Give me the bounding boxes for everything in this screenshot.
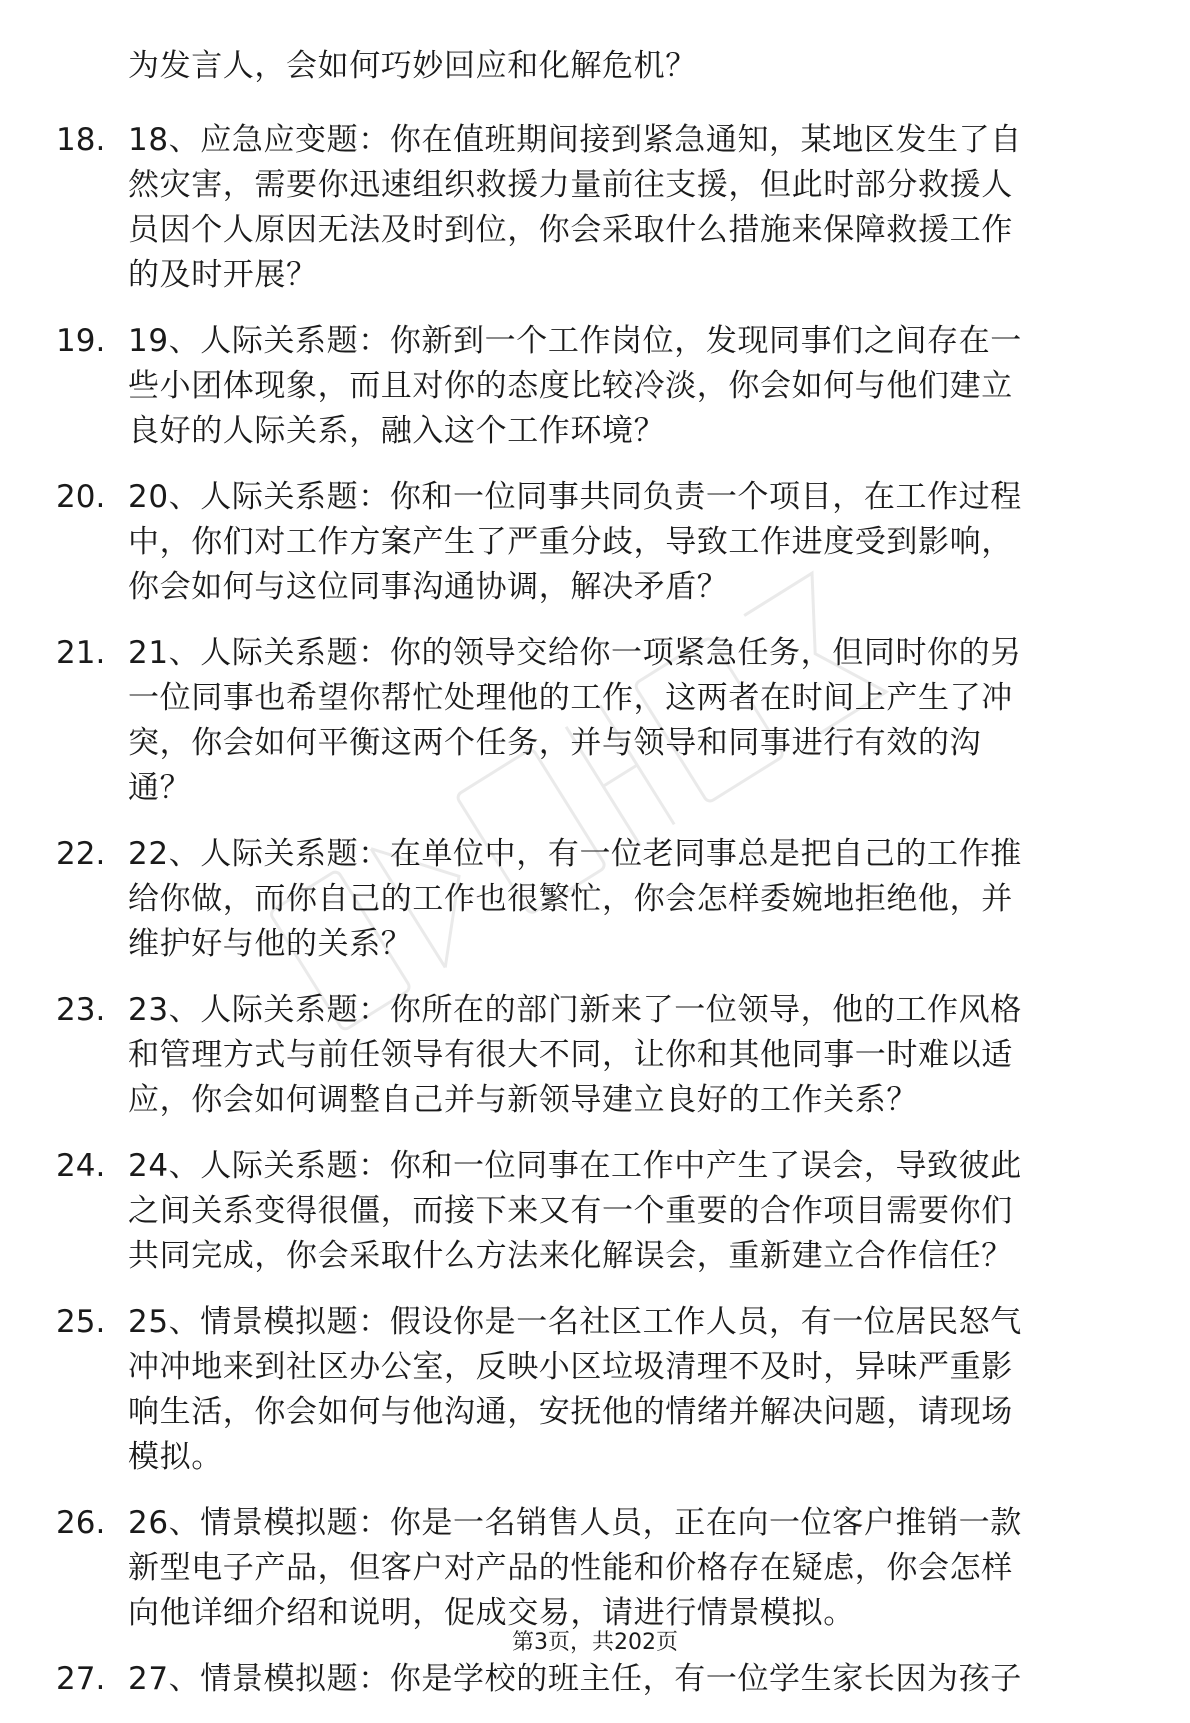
list-item-number: 18. (56, 122, 106, 158)
list-item (0, 631, 1190, 811)
list-item-number: 19. (56, 323, 106, 359)
list-item-line: 22、人际关系题：在单位中，有一位老同事总是把自己的工作推 (128, 836, 1022, 872)
list-item-line: 共同完成，你会采取什么方法来化解误会，重新建立合作信任？ (128, 1238, 1013, 1274)
list-item-number: 21. (56, 635, 106, 671)
list-item-line: 21、人际关系题：你的领导交给你一项紧急任务，但同时你的另 (128, 635, 1022, 671)
list-item-line: 给你做，而你自己的工作也很繁忙，你会怎样委婉地拒绝他，并 (128, 881, 1013, 917)
list-item-line: 一位同事也希望你帮忙处理他的工作，这两者在时间上产生了冲 (128, 680, 1013, 716)
list-item-line: 通？ (128, 770, 192, 806)
list-item (0, 1501, 1190, 1636)
list-item-line: 维护好与他的关系？ (128, 926, 413, 962)
list-item-number: 23. (56, 992, 106, 1028)
list-item-number: 24. (56, 1148, 106, 1184)
list-item (0, 475, 1190, 610)
list-item-text (128, 832, 1118, 967)
list-item-line: 中，你们对工作方案产生了严重分歧，导致工作进度受到影响， (128, 524, 1013, 560)
list-item (0, 1300, 1190, 1480)
list-item-text (128, 988, 1118, 1123)
page-footer: 第3页，共202页 (512, 1630, 678, 1655)
list-item (0, 319, 1190, 454)
list-item-line: 24、人际关系题：你和一位同事在工作中产生了误会，导致彼此 (128, 1148, 1022, 1184)
list-item-text (128, 319, 1118, 454)
list-item-number: 20. (56, 479, 106, 515)
list-item-text (128, 1501, 1118, 1636)
list-item-line: 冲冲地来到社区办公室，反映小区垃圾清理不及时，异味严重影 (128, 1349, 1013, 1385)
list-item-number: 26. (56, 1505, 106, 1541)
list-item-line: 25、情景模拟题：假设你是一名社区工作人员，有一位居民怒气 (128, 1304, 1022, 1340)
list-item (0, 1657, 1190, 1702)
list-item-line: 些小团体现象，而且对你的态度比较冷淡，你会如何与他们建立 (128, 368, 1013, 404)
list-item-line: 你会如何与这位同事沟通协调，解决矛盾？ (128, 569, 729, 605)
question-list (0, 118, 1190, 1723)
list-item-text (128, 1144, 1118, 1279)
list-item-line: 26、情景模拟题：你是一名销售人员，正在向一位客户推销一款 (128, 1505, 1022, 1541)
list-item (0, 832, 1190, 967)
list-item-line: 良好的人际关系，融入这个工作环境？ (128, 413, 666, 449)
list-item-text (128, 1300, 1118, 1480)
list-item-text (128, 475, 1118, 610)
list-item-line: 23、人际关系题：你所在的部门新来了一位领导，他的工作风格 (128, 992, 1022, 1028)
list-item-text (128, 631, 1118, 811)
list-item-line: 27、情景模拟题：你是学校的班主任，有一位学生家长因为孩子 (128, 1661, 1022, 1697)
list-item-text (128, 118, 1118, 298)
list-item-line: 18、应急应变题：你在值班期间接到紧急通知，某地区发生了自 (128, 122, 1022, 158)
list-item-line: 然灾害，需要你迅速组织救援力量前往支援，但此时部分救援人 (128, 167, 1013, 203)
list-item-line: 19、人际关系题：你新到一个工作岗位，发现同事们之间存在一 (128, 323, 1022, 359)
list-item-line: 20、人际关系题：你和一位同事共同负责一个项目，在工作过程 (128, 479, 1022, 515)
list-item-line: 新型电子产品，但客户对产品的性能和价格存在疑虑，你会怎样 (128, 1550, 1013, 1586)
list-item-line: 向他详细介绍和说明，促成交易，请进行情景模拟。 (128, 1595, 855, 1631)
list-item-number: 25. (56, 1304, 106, 1340)
list-item-line: 应，你会如何调整自己并与新领导建立良好的工作关系？ (128, 1082, 918, 1118)
list-item-line: 模拟。 (128, 1439, 223, 1475)
list-item-line: 和管理方式与前任领导有很大不同，让你和其他同事一时难以适 (128, 1037, 1013, 1073)
list-item-number: 22. (56, 836, 106, 872)
list-item-line: 的及时开展？ (128, 257, 318, 293)
list-item (0, 118, 1190, 298)
continuation-text: 为发言人，会如何巧妙回应和化解危机？ (128, 48, 697, 84)
list-item (0, 988, 1190, 1123)
list-item-line: 员因个人原因无法及时到位，你会采取什么措施来保障救援工作 (128, 212, 1013, 248)
list-item-text (128, 1657, 1118, 1702)
list-item-line: 响生活，你会如何与他沟通，安抚他的情绪并解决问题，请现场 (128, 1394, 1013, 1430)
list-item-line: 突，你会如何平衡这两个任务，并与领导和同事进行有效的沟 (128, 725, 982, 761)
list-item-line: 之间关系变得很僵，而接下来又有一个重要的合作项目需要你们 (128, 1193, 1013, 1229)
list-item-number: 27. (56, 1661, 106, 1697)
list-item (0, 1144, 1190, 1279)
